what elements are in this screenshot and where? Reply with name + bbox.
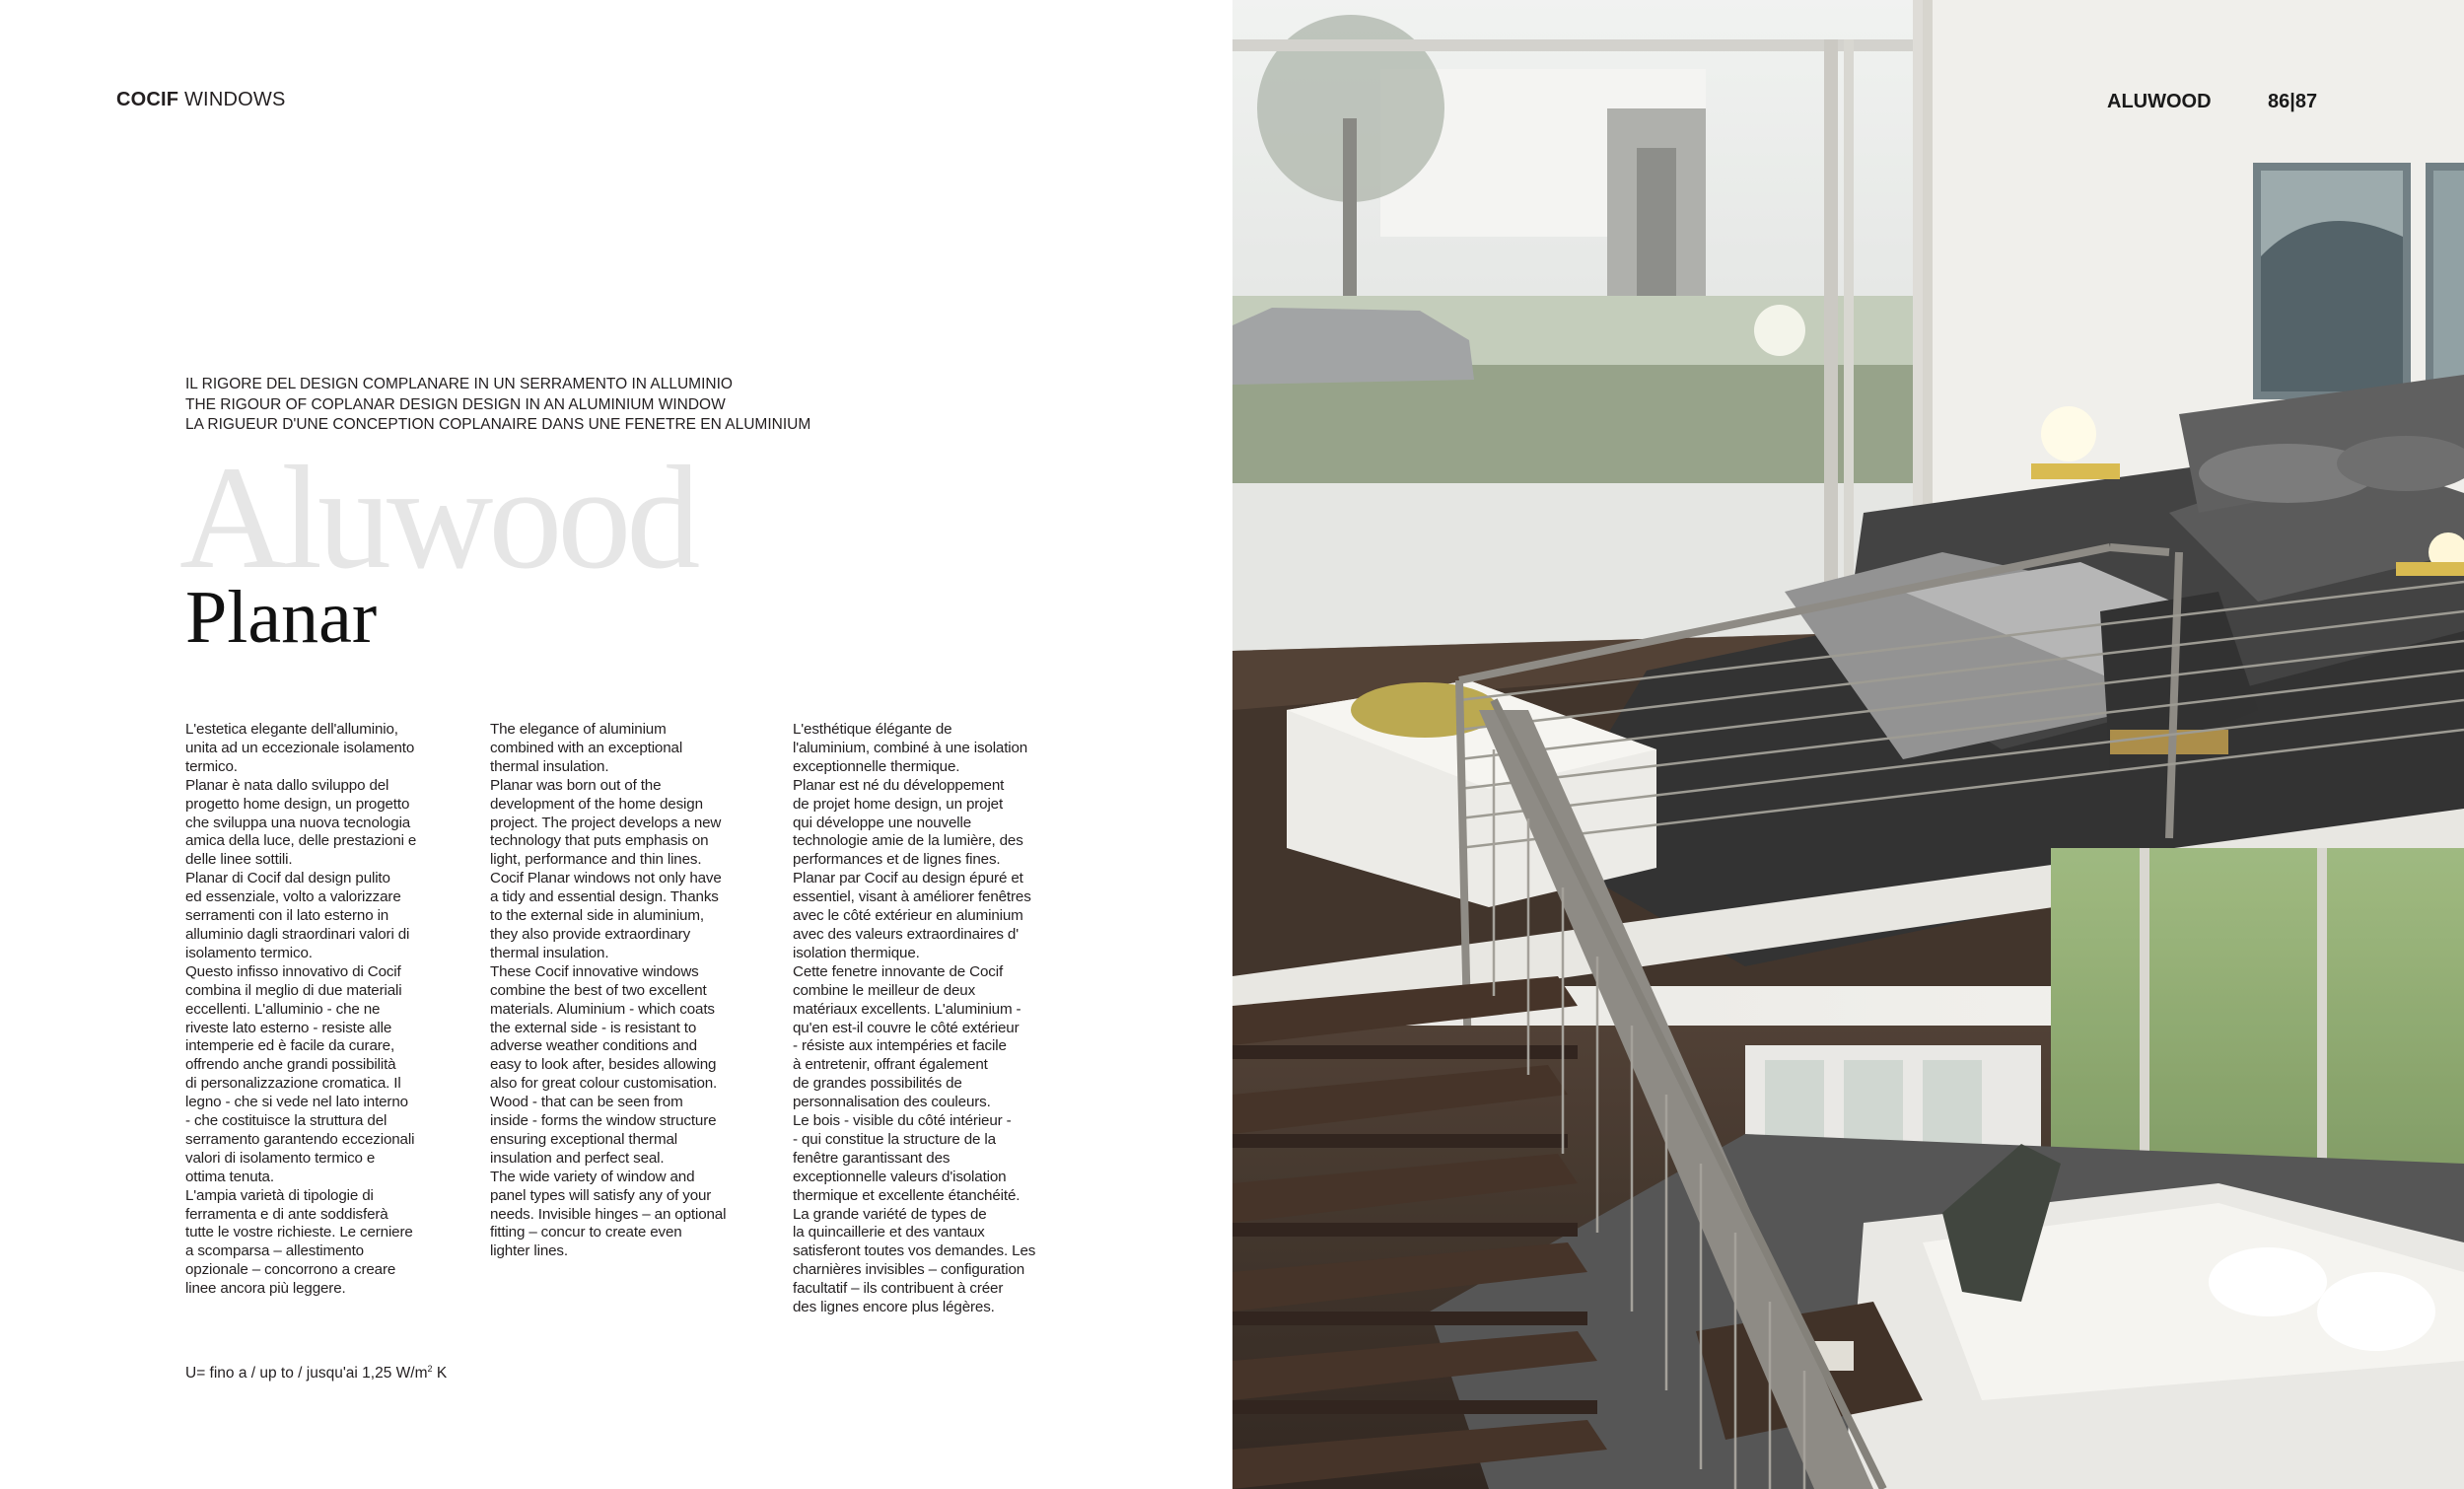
- column-line: serramento garantendo eccezionali: [185, 1130, 415, 1148]
- column-line: Cocif Planar windows not only have: [490, 870, 722, 887]
- column-line: La grande variété de types de: [793, 1205, 987, 1223]
- column-line: ferramenta e di ante soddisferà: [185, 1205, 388, 1223]
- column-line: technology that puts emphasis on: [490, 832, 709, 850]
- column-line: di personalizzazione cromatica. Il: [185, 1075, 401, 1093]
- column-line: progetto home design, un progetto: [185, 795, 410, 813]
- column-line: de projet home design, un projet: [793, 795, 1004, 813]
- column-line: panel types will satisfy any of your: [490, 1186, 712, 1204]
- column-line: Planar was born out of the: [490, 776, 662, 794]
- column-line: to the external side in aluminium,: [490, 907, 704, 925]
- column-line: a scomparsa – allestimento: [185, 1242, 364, 1260]
- column-line: Planar è nata dallo sviluppo del: [185, 776, 389, 794]
- column-line: development of the home design: [490, 795, 703, 813]
- brand-name: COCIF: [116, 89, 179, 110]
- brand-header: [116, 89, 285, 111]
- brand-subtitle: WINDOWS: [183, 89, 286, 110]
- column-line: intemperie ed è facile da curare,: [185, 1037, 395, 1055]
- tagline-line-it: IL RIGORE DEL DESIGN COMPLANARE IN UN SERRAMENTO IN ALLUMINIO: [185, 376, 733, 392]
- column-line: - qui constitue la structure de la: [793, 1130, 996, 1148]
- column-line: isolamento termico.: [185, 944, 313, 961]
- column-line: facultatif – ils contribuent à créer: [793, 1280, 1004, 1298]
- footnote-unit: K: [432, 1365, 448, 1383]
- title-background-word: Aluwood: [179, 436, 696, 600]
- column-line: offrendo anche grandi possibilità: [185, 1056, 396, 1074]
- text-column-italian: [185, 721, 471, 1299]
- column-line: Planar di Cocif dal design pulito: [185, 870, 390, 887]
- column-line: Le bois - visible du côté intérieur -: [793, 1112, 1012, 1130]
- column-line: valori di isolamento termico e: [185, 1149, 376, 1167]
- column-line: essentiel, visant à améliorer fenêtres: [793, 888, 1031, 906]
- loft-bedroom-illustration: [1232, 0, 2464, 1489]
- column-line: L'estetica elegante dell'alluminio,: [185, 721, 398, 738]
- column-line: technologie amie de la lumière, des: [793, 832, 1023, 850]
- column-line: che sviluppa una nuova tecnologia: [185, 814, 411, 831]
- column-line: inside - forms the window structure: [490, 1112, 717, 1130]
- column-line: combina il meglio di due materiali: [185, 981, 402, 999]
- column-line: charnières invisibles – configuration: [793, 1261, 1025, 1279]
- column-line: satisferont toutes vos demandes. Les: [793, 1242, 1036, 1260]
- column-line: materials. Aluminium - which coats: [490, 1000, 715, 1018]
- column-line: Planar est né du développement: [793, 776, 1005, 794]
- column-line: isolation thermique.: [793, 944, 920, 961]
- column-line: lighter lines.: [490, 1242, 568, 1260]
- column-line: legno - che si vede nel lato interno: [185, 1094, 408, 1111]
- column-line: termico.: [185, 757, 238, 775]
- column-line: opzionale – concorrono a creare: [185, 1261, 396, 1279]
- column-line: needs. Invisible hinges – an optional: [490, 1205, 727, 1223]
- column-line: insulation and perfect seal.: [490, 1149, 665, 1167]
- column-line: The elegance of aluminium: [490, 721, 667, 738]
- column-line: Wood - that can be seen from: [490, 1094, 683, 1111]
- column-line: ensuring exceptional thermal: [490, 1130, 677, 1148]
- column-line: thermal insulation.: [490, 757, 609, 775]
- column-line: project. The project develops a new: [490, 814, 722, 831]
- column-line: ed essenziale, volto a valorizzare: [185, 888, 401, 906]
- column-line: - che costituisce la struttura del: [185, 1112, 387, 1130]
- column-line: riveste lato esterno - resiste alle: [185, 1019, 392, 1036]
- tagline: [185, 375, 810, 436]
- column-line: exceptionnelle valeurs d'isolation: [793, 1168, 1007, 1185]
- interior-photo: [1232, 0, 2464, 1489]
- column-line: light, performance and thin lines.: [490, 851, 702, 869]
- column-line: qu'en est-il couvre le côté extérieur: [793, 1019, 1020, 1036]
- column-line: they also provide extraordinary: [490, 925, 691, 943]
- page-title: Planar: [185, 576, 378, 659]
- section-label: ALUWOOD: [2107, 91, 2212, 112]
- column-line: L'esthétique élégante de: [793, 721, 952, 738]
- column-line: Planar par Cocif au design épuré et: [793, 870, 1023, 887]
- column-line: thermique et excellente étanchéité.: [793, 1186, 1021, 1204]
- column-line: qui développe une nouvelle: [793, 814, 972, 831]
- column-line: The wide variety of window and: [490, 1168, 695, 1185]
- column-line: matériaux excellents. L'aluminium -: [793, 1000, 1021, 1018]
- thermal-value-footnote: [185, 1364, 447, 1383]
- column-line: thermal insulation.: [490, 944, 609, 961]
- text-column-english: [490, 721, 776, 1261]
- column-line: alluminio dagli straordinari valori di: [185, 925, 410, 943]
- column-line: fenêtre garantissant des: [793, 1149, 950, 1167]
- column-line: ottima tenuta.: [185, 1168, 274, 1185]
- text-column-french: [793, 721, 1079, 1317]
- column-line: eccellenti. L'alluminio - che ne: [185, 1000, 381, 1018]
- column-line: avec le côté extérieur en aluminium: [793, 907, 1023, 925]
- column-line: unita ad un eccezionale isolamento: [185, 739, 415, 756]
- tagline-line-fr: LA RIGUEUR D'UNE CONCEPTION COPLANAIRE DANS UNE FENETRE EN ALUMINIUM: [185, 416, 811, 433]
- column-line: des lignes encore plus légères.: [793, 1299, 995, 1316]
- column-line: combined with an exceptional: [490, 739, 683, 756]
- column-line: Questo infisso innovativo di Cocif: [185, 962, 401, 980]
- column-line: a tidy and essential design. Thanks: [490, 888, 719, 906]
- page-numbers: 86|87: [2268, 91, 2318, 112]
- column-line: combine the best of two excellent: [490, 981, 707, 999]
- column-line: amica della luce, delle prestazioni e: [185, 832, 417, 850]
- tagline-line-en: THE RIGOUR OF COPLANAR DESIGN DESIGN IN AN ALUMINIUM WINDOW: [185, 395, 726, 413]
- column-line: easy to look after, besides allowing: [490, 1056, 717, 1074]
- column-line: exceptionnelle thermique.: [793, 757, 960, 775]
- column-line: serramenti con il lato esterno in: [185, 907, 389, 925]
- column-line: also for great colour customisation.: [490, 1075, 718, 1093]
- column-line: personnalisation des couleurs.: [793, 1094, 991, 1111]
- column-line: performances et de lignes fines.: [793, 851, 1001, 869]
- column-line: - résiste aux intempéries et facile: [793, 1037, 1007, 1055]
- footnote-text: U= fino a / up to / jusqu'ai 1,25 W/m: [185, 1365, 428, 1383]
- column-line: à entretenir, offrant également: [793, 1056, 988, 1074]
- column-line: tutte le vostre richieste. Le cerniere: [185, 1224, 413, 1241]
- column-line: la quincaillerie et des vantaux: [793, 1224, 985, 1241]
- column-line: de grandes possibilités de: [793, 1075, 962, 1093]
- column-line: fitting – concur to create even: [490, 1224, 682, 1241]
- column-line: These Cocif innovative windows: [490, 962, 699, 980]
- column-line: l'aluminium, combiné à une isolation: [793, 739, 1028, 756]
- column-line: linee ancora più leggere.: [185, 1280, 346, 1298]
- footnote-superscript: 2: [427, 1364, 433, 1374]
- column-line: delle linee sottili.: [185, 851, 293, 869]
- column-line: L'ampia varietà di tipologie di: [185, 1186, 374, 1204]
- column-line: the external side - is resistant to: [490, 1019, 697, 1036]
- column-line: adverse weather conditions and: [490, 1037, 697, 1055]
- column-line: combine le meilleur de deux: [793, 981, 976, 999]
- column-line: Cette fenetre innovante de Cocif: [793, 962, 1004, 980]
- column-line: avec des valeurs extraordinaires d': [793, 925, 1019, 943]
